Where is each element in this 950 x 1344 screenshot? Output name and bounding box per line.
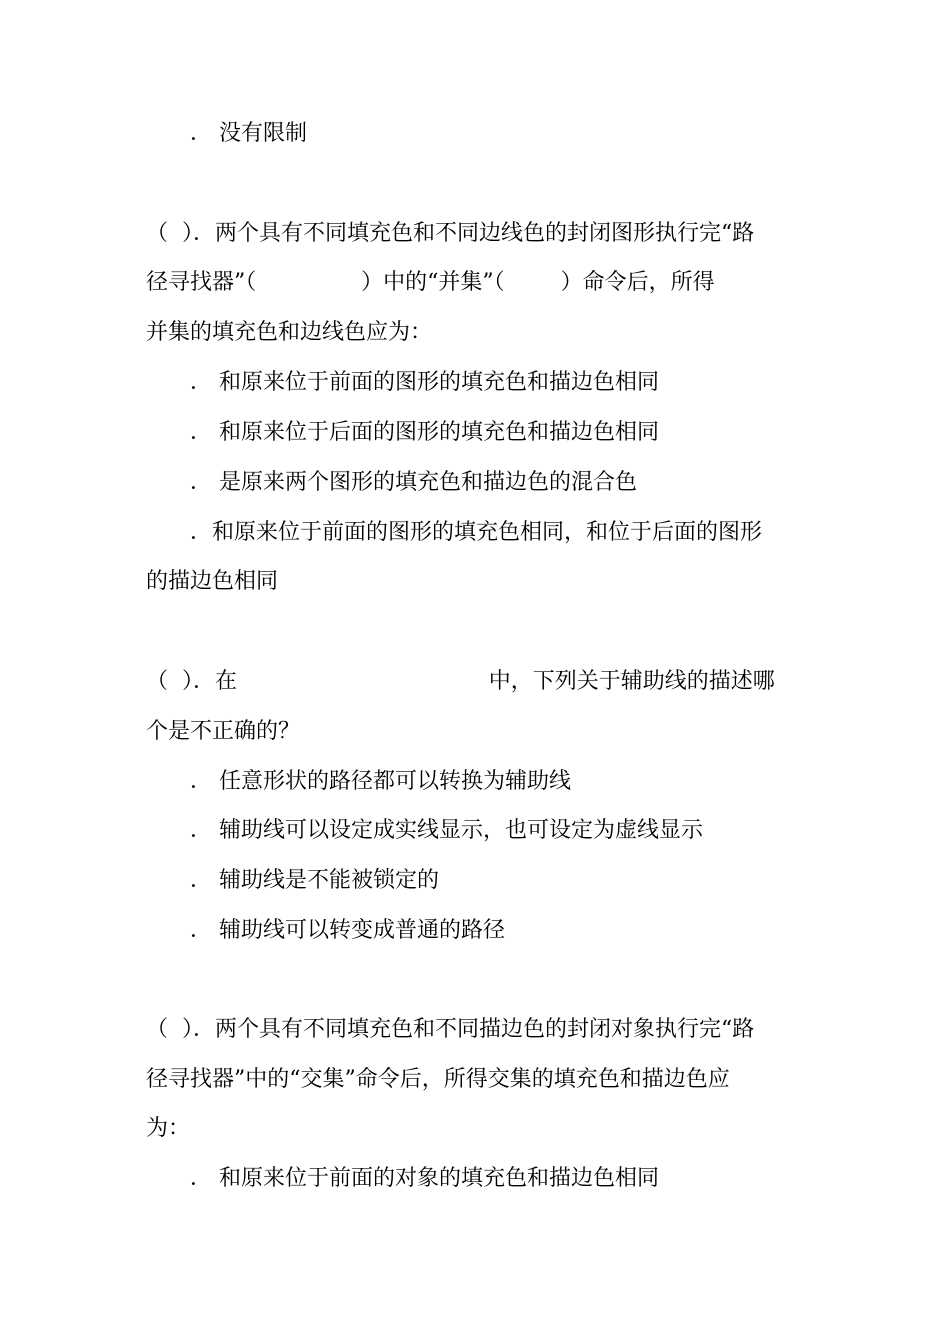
question-3-stem-line-1: （ ）．两个具有不同填充色和不同描边色的封闭对象执行完“路 bbox=[146, 1017, 755, 1042]
question-1-stem-line-1: （ ）．两个具有不同填充色和不同边线色的封闭图形执行完“路 bbox=[146, 221, 755, 246]
question-2-option-d: ． 辅助线可以转变成普通的路径 bbox=[190, 918, 505, 943]
question-3-stem-line-3: 为： bbox=[146, 1116, 191, 1141]
option-text: ． 没有限制 bbox=[190, 121, 307, 146]
question-2-option-b: ． 辅助线可以设定成实线显示，也可设定为虚线显示 bbox=[190, 818, 703, 843]
question-1-option-c: ． 是原来两个图形的填充色和描边色的混合色 bbox=[190, 470, 637, 495]
question-1-option-d: ．和原来位于前面的图形的填充色相同，和位于后面的图形 bbox=[190, 520, 763, 545]
question-3-option-a: ． 和原来位于前面的对象的填充色和描边色相同 bbox=[190, 1166, 659, 1191]
question-1-option-a: ． 和原来位于前面的图形的填充色和描边色相同 bbox=[190, 370, 659, 395]
question-1-stem-line-3: 并集的填充色和边线色应为： bbox=[146, 320, 433, 345]
question-2-stem-line-1: （ ）．在 中，下列关于辅助线的描述哪 bbox=[146, 669, 775, 694]
question-1-option-d-continuation: 的描边色相同 bbox=[146, 569, 279, 594]
question-2-option-c: ． 辅助线是不能被锁定的 bbox=[190, 868, 439, 893]
question-1-stem-line-2: 径寻找器”（ ）中的“并集”（ ）命令后，所得 bbox=[146, 270, 715, 295]
question-3-stem-line-2: 径寻找器”中的“交集”命令后，所得交集的填充色和描边色应 bbox=[146, 1067, 730, 1092]
question-1-option-b: ． 和原来位于后面的图形的填充色和描边色相同 bbox=[190, 420, 659, 445]
question-2-stem-line-2: 个是不正确的？ bbox=[146, 719, 301, 744]
question-2-option-a: ． 任意形状的路径都可以转换为辅助线 bbox=[190, 769, 571, 794]
